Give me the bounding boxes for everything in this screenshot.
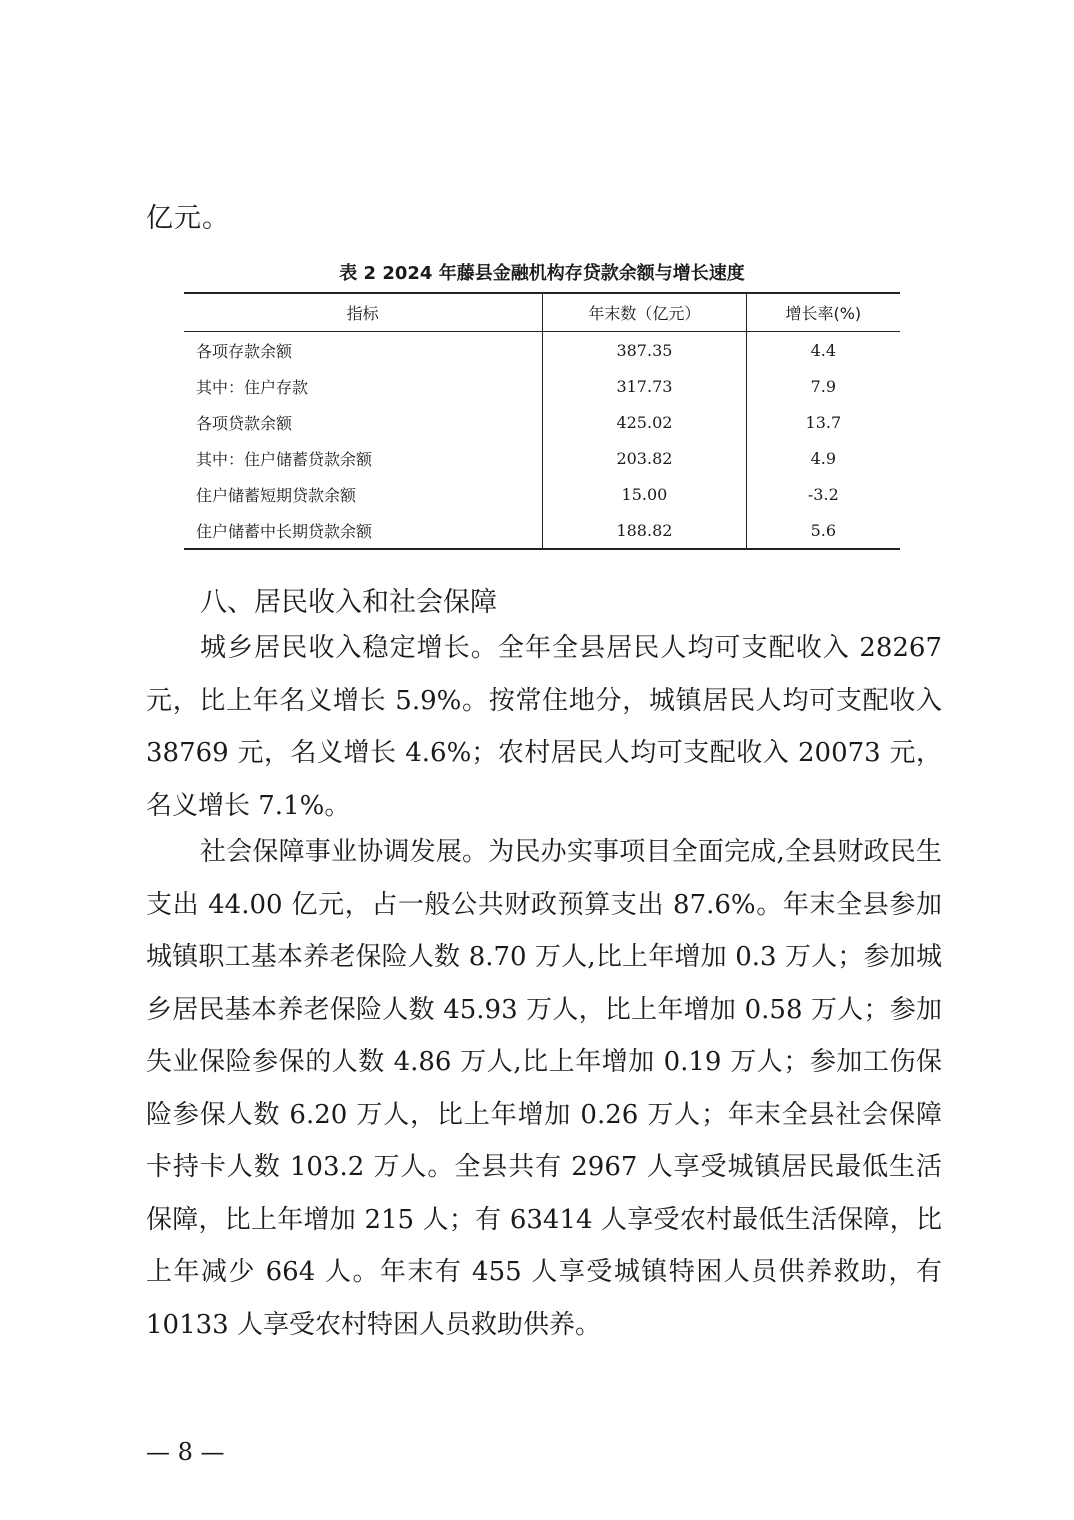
row-rate: 13.7 bbox=[746, 404, 900, 440]
table-row bbox=[184, 440, 900, 476]
row-indicator: 住户储蓄中长期贷款余额 bbox=[184, 512, 543, 549]
row-indicator: 各项存款余额 bbox=[196, 341, 293, 361]
header-indicator: 指标 bbox=[184, 293, 543, 332]
paragraph-income: 城乡居民收入稳定增长。全年全县居民人均可支配收入 28267 元，比上年名义增长 5.9%。按常住地分，城镇居民人均可支配收入 38769 元，名义增长 4.6%；农村居民人均可支配收入 20073 元，名义增长 7.1%。 bbox=[146, 633, 942, 821]
row-value: 15.00 bbox=[543, 476, 746, 512]
table-caption: 表 2 2024 年藤县金融机构存贷款余额与增长速度 bbox=[339, 263, 745, 284]
row-rate: 4.9 bbox=[746, 440, 900, 476]
row-indicator: 其中：住户存款 bbox=[196, 377, 309, 397]
row-value: 203.82 bbox=[543, 440, 746, 476]
row-value: 387.35 bbox=[543, 332, 746, 369]
row-value: 425.02 bbox=[543, 404, 746, 440]
row-value: 317.73 bbox=[543, 368, 746, 404]
row-rate: 4.4 bbox=[746, 332, 900, 369]
table-row bbox=[184, 476, 900, 512]
section-heading: 八、居民收入和社会保障 bbox=[200, 587, 497, 618]
header-year-end-value: 年末数（亿元） bbox=[543, 293, 746, 332]
table-row bbox=[184, 404, 900, 440]
row-indicator: 各项贷款余额 bbox=[196, 413, 293, 433]
table-row bbox=[184, 368, 900, 404]
page-number: — 8 — bbox=[146, 1438, 225, 1466]
row-rate: -3.2 bbox=[746, 476, 900, 512]
row-indicator: 其中：住户储蓄贷款余额 bbox=[196, 449, 373, 469]
table-row bbox=[184, 332, 900, 369]
row-rate: 5.6 bbox=[746, 512, 900, 549]
table-header-row bbox=[184, 293, 900, 332]
row-rate: 7.9 bbox=[746, 368, 900, 404]
header-growth-rate: 增长率(%) bbox=[746, 293, 900, 332]
row-value: 188.82 bbox=[543, 512, 746, 549]
paragraph-social-security: 社会保障事业协调发展。为民办实事项目全面完成,全县财政民生支出 44.00 亿元，占一般公共财政预算支出 87.6%。年末全县参加城镇职工基本养老保险人数 8.70 万人,比上年增加 0.3 万人；参加城乡居民基本养老保险人数 45.93 万人，比上年增加 0.58 万人；参加失业保险参保的人数 4.86 万人,比上年增加 0.19 万人；参加工伤保险参保人数 6.20 万人，比上年增加 0.26 万人；年末全县社会保障卡持卡人数 103.2 万人。全县共有 2967 人享受城镇居民最低生活保障，比上年增加 215 人；有 63414 人享受农村最低生活保障，比上年减少 664 人。年末有 455 人享受城镇特困人员供养救助，有 10133 人享受农村特困人员救助供养。 bbox=[146, 837, 942, 1340]
row-indicator: 住户储蓄短期贷款余额 bbox=[196, 485, 357, 505]
finance-table bbox=[184, 292, 900, 550]
lead-text: 亿元。 bbox=[146, 203, 230, 234]
table-row bbox=[184, 512, 900, 549]
